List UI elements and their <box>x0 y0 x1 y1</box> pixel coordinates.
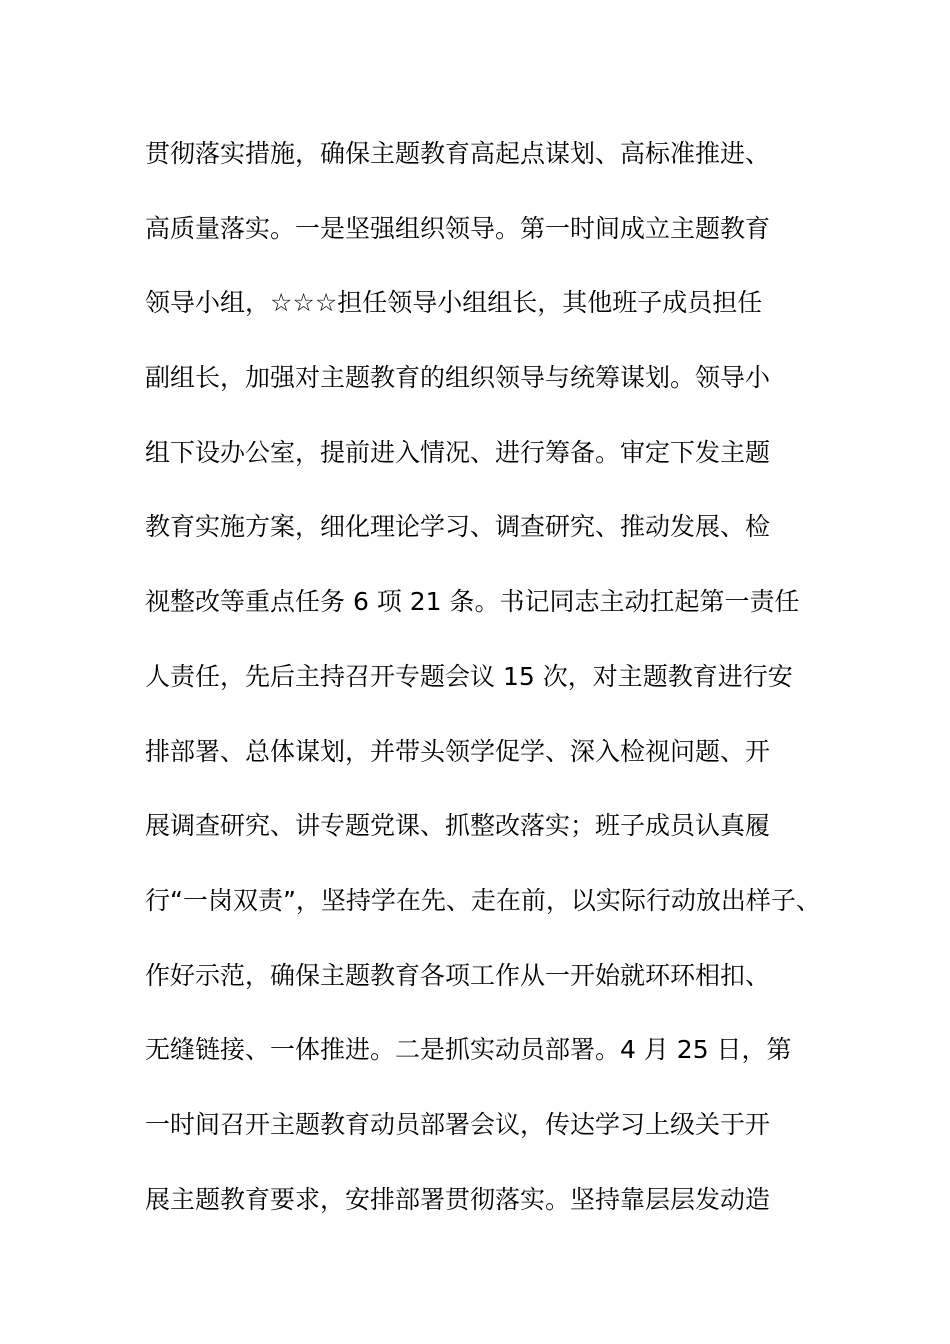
text-line-2: 高质量落实。一是坚强组织领导。第一时间成立主题教育 <box>145 213 771 243</box>
text-line-4: 副组长，加强对主题教育的组织领导与统筹谋划。领导小 <box>145 363 771 393</box>
text-line-5: 组下设办公室，提前进入情况、进行筹备。审定下发主题 <box>145 437 771 467</box>
text-line-8: 人责任，先后主持召开专题会议 15 次，对主题教育进行安 <box>145 661 793 691</box>
text-line-11: 行“一岗双责”，坚持学在先、走在前，以实际行动放出样子、 <box>145 885 821 915</box>
text-line-1: 贯彻落实措施，确保主题教育高起点谋划、高标准推进、 <box>145 139 771 168</box>
text-line-12: 作好示范，确保主题教育各项工作从一开始就环环相扣、 <box>145 960 771 990</box>
text-line-10: 展调查研究、讲专题党课、抓整改落实；班子成员认真履 <box>145 811 771 841</box>
text-line-14: 一时间召开主题教育动员部署会议，传达学习上级关于开 <box>145 1109 771 1139</box>
text-line-7: 视整改等重点任务 6 项 21 条。书记同志主动扛起第一责任 <box>145 587 800 617</box>
body-text <box>145 130 835 1250</box>
text-line-9: 排部署、总体谋划，并带头领学促学、深入检视问题、开 <box>145 736 771 766</box>
text-line-13: 无缝链接、一体推进。二是抓实动员部署。4 月 25 日，第 <box>145 1035 792 1065</box>
text-line-6: 教育实施方案，细化理论学习、调查研究、推动发展、检 <box>145 512 771 542</box>
text-line-3: 领导小组，☆☆☆担任领导小组组长，其他班子成员担任 <box>145 288 763 318</box>
text-line-15: 展主题教育要求，安排部署贯彻落实。坚持靠层层发动造 <box>145 1184 771 1214</box>
